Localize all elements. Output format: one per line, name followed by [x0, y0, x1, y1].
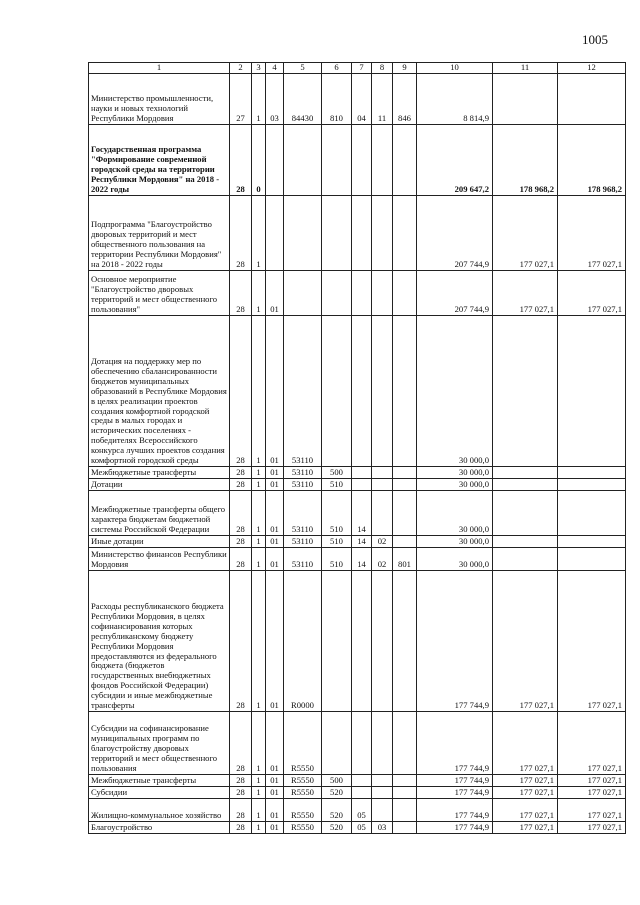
table-cell [493, 74, 558, 125]
table-cell [284, 271, 322, 316]
table-cell: R5550 [284, 799, 322, 822]
table-cell: 28 [230, 491, 252, 536]
table-cell: 177 027,1 [493, 271, 558, 316]
table-cell: 1 [252, 479, 266, 491]
table-cell: 1 [252, 196, 266, 271]
table-cell: 01 [266, 571, 284, 712]
table-cell: 520 [322, 787, 352, 799]
table-cell: 510 [322, 479, 352, 491]
table-cell: 01 [266, 271, 284, 316]
column-header: 9 [393, 63, 417, 74]
table-cell [352, 467, 372, 479]
row-label: Подпрограмма "Благоустройство дворовых территорий и мест общественного пользования на территории Республики Мордовия" на 2018 - 2022 годы [89, 196, 230, 271]
column-header: 6 [322, 63, 352, 74]
table-cell: 1 [252, 799, 266, 822]
table-cell [352, 787, 372, 799]
table-cell: 30 000,0 [417, 491, 493, 536]
table-cell: 1 [252, 536, 266, 548]
table-cell: 03 [372, 822, 393, 834]
table-cell: 177 027,1 [558, 196, 626, 271]
table-cell: 11 [372, 74, 393, 125]
table-row [89, 571, 626, 712]
table-cell [558, 74, 626, 125]
table-cell: 177 027,1 [558, 799, 626, 822]
table-cell [266, 196, 284, 271]
table-cell: 177 027,1 [558, 271, 626, 316]
column-header: 2 [230, 63, 252, 74]
table-cell [493, 491, 558, 536]
table-row [89, 536, 626, 548]
table-cell: 05 [352, 799, 372, 822]
table-cell: 177 027,1 [493, 799, 558, 822]
table-cell: 177 744,9 [417, 822, 493, 834]
table-cell: 01 [266, 712, 284, 775]
table-cell: 177 027,1 [493, 787, 558, 799]
table-cell: 53110 [284, 479, 322, 491]
table-row [89, 822, 626, 834]
table-cell: 01 [266, 787, 284, 799]
table-row [89, 479, 626, 491]
table-cell [493, 467, 558, 479]
table-cell [352, 775, 372, 787]
table-cell: 177 744,9 [417, 571, 493, 712]
budget-table [88, 62, 626, 834]
table-cell: R0000 [284, 571, 322, 712]
table-cell: 01 [266, 548, 284, 571]
table-cell: 8 814,9 [417, 74, 493, 125]
table-cell: 500 [322, 775, 352, 787]
row-label: Министерство промышленности, науки и новых технологий Республики Мордовия [89, 74, 230, 125]
table-cell: 520 [322, 822, 352, 834]
table-cell [372, 125, 393, 196]
table-cell: 84430 [284, 74, 322, 125]
table-cell: 177 027,1 [558, 775, 626, 787]
table-cell [372, 787, 393, 799]
table-cell: 30 000,0 [417, 467, 493, 479]
table-cell: 1 [252, 712, 266, 775]
table-cell: 03 [266, 74, 284, 125]
table-row [89, 799, 626, 822]
table-cell: 01 [266, 491, 284, 536]
table-row [89, 467, 626, 479]
table-cell: 1 [252, 271, 266, 316]
table-cell: 177 027,1 [493, 571, 558, 712]
row-label: Межбюджетные трансферты [89, 467, 230, 479]
table-cell: 209 647,2 [417, 125, 493, 196]
table-cell [352, 712, 372, 775]
row-label: Благоустройство [89, 822, 230, 834]
table-cell [372, 571, 393, 712]
row-label: Государственная программа "Формирование современной городской среды на территории Республики Мордовия" на 2018 - 2022 годы [89, 125, 230, 196]
table-cell: 28 [230, 125, 252, 196]
row-label: Основное мероприятие "Благоустройство дворовых территорий и мест общественного пользования" [89, 271, 230, 316]
table-cell: 02 [372, 536, 393, 548]
table-cell: 510 [322, 536, 352, 548]
row-label: Межбюджетные трансферты общего характера бюджетам бюджетной системы Российской Федерации [89, 491, 230, 536]
table-cell: 177 027,1 [558, 822, 626, 834]
table-body [89, 74, 626, 834]
table-cell [372, 491, 393, 536]
column-header: 12 [558, 63, 626, 74]
table-cell: 28 [230, 799, 252, 822]
table-row [89, 775, 626, 787]
table-cell [393, 316, 417, 467]
column-header: 7 [352, 63, 372, 74]
page-number: 1005 [582, 32, 608, 47]
table-cell [393, 571, 417, 712]
table-row [89, 74, 626, 125]
table-cell [558, 316, 626, 467]
table-cell: 178 968,2 [558, 125, 626, 196]
table-cell: 177 027,1 [493, 712, 558, 775]
table-cell: R5550 [284, 787, 322, 799]
table-cell: 53110 [284, 316, 322, 467]
table-cell: 177 027,1 [558, 787, 626, 799]
table-cell: 14 [352, 491, 372, 536]
table-cell: 53110 [284, 536, 322, 548]
table-row [89, 271, 626, 316]
table-cell [322, 125, 352, 196]
row-label: Субсидии [89, 787, 230, 799]
table-cell: 177 027,1 [493, 196, 558, 271]
table-cell [393, 536, 417, 548]
table-cell: 30 000,0 [417, 479, 493, 491]
table-cell [393, 822, 417, 834]
table-cell [558, 479, 626, 491]
table-cell: 177 027,1 [558, 712, 626, 775]
table-cell: 04 [352, 74, 372, 125]
table-cell: 510 [322, 548, 352, 571]
table-cell: 01 [266, 822, 284, 834]
table-cell: 30 000,0 [417, 316, 493, 467]
column-header: 4 [266, 63, 284, 74]
table-cell: 500 [322, 467, 352, 479]
row-label: Министерство финансов Республики Мордовия [89, 548, 230, 571]
table-cell: 1 [252, 822, 266, 834]
table-cell [352, 271, 372, 316]
table-cell [493, 316, 558, 467]
table-cell: 1 [252, 787, 266, 799]
table-cell [393, 799, 417, 822]
table-cell [393, 479, 417, 491]
table-cell [493, 479, 558, 491]
table-cell [372, 775, 393, 787]
table-cell: 207 744,9 [417, 196, 493, 271]
table-cell: 14 [352, 548, 372, 571]
table-cell: 28 [230, 316, 252, 467]
table-cell: 28 [230, 571, 252, 712]
table-cell [284, 125, 322, 196]
table-cell [372, 799, 393, 822]
table-cell [352, 571, 372, 712]
table-cell: 0 [252, 125, 266, 196]
table-row [89, 712, 626, 775]
table-row [89, 196, 626, 271]
table-cell: 810 [322, 74, 352, 125]
table-cell: 28 [230, 822, 252, 834]
column-header: 8 [372, 63, 393, 74]
table-cell [558, 548, 626, 571]
table-cell [393, 196, 417, 271]
table-cell [322, 316, 352, 467]
table-cell [558, 491, 626, 536]
table-cell: 177 027,1 [558, 571, 626, 712]
row-label: Субсидии на софинансирование муниципальных программ по благоустройству дворовых территорий и мест общественного пользования [89, 712, 230, 775]
table-cell: 28 [230, 712, 252, 775]
table-cell [372, 196, 393, 271]
table-cell: 1 [252, 74, 266, 125]
table-cell: 28 [230, 271, 252, 316]
row-label: Дотация на поддержку мер по обеспечению сбалансированности бюджетов муниципальных образований в Республике Мордовия в целях реализации проектов создания комфортной городской среды в малых городах и исторических поселениях - победителях Всероссийского конкурса лучших проектов создания комфортной городской среды [89, 316, 230, 467]
table-cell: 1 [252, 548, 266, 571]
row-label: Иные дотации [89, 536, 230, 548]
table-cell [352, 196, 372, 271]
table-cell: 177 744,9 [417, 775, 493, 787]
table-cell [352, 316, 372, 467]
table-cell [322, 712, 352, 775]
table-cell: 28 [230, 536, 252, 548]
table-row [89, 316, 626, 467]
table-cell: 28 [230, 548, 252, 571]
table-cell: R5550 [284, 775, 322, 787]
table-cell: 01 [266, 479, 284, 491]
column-header: 11 [493, 63, 558, 74]
table-cell [558, 467, 626, 479]
table-cell [393, 491, 417, 536]
table-cell: 177 027,1 [493, 822, 558, 834]
table-cell [322, 271, 352, 316]
table-cell: 28 [230, 196, 252, 271]
table-cell [393, 467, 417, 479]
table-cell: 1 [252, 467, 266, 479]
table-cell: 30 000,0 [417, 536, 493, 548]
table-cell: 846 [393, 74, 417, 125]
table-cell: 510 [322, 491, 352, 536]
table-cell [352, 125, 372, 196]
table-cell [393, 125, 417, 196]
table-cell [393, 271, 417, 316]
table-cell: 27 [230, 74, 252, 125]
table-cell [493, 548, 558, 571]
table-cell: R5550 [284, 712, 322, 775]
table-cell [558, 536, 626, 548]
table-cell: 177 027,1 [493, 775, 558, 787]
table-cell: 53110 [284, 548, 322, 571]
table-cell: 14 [352, 536, 372, 548]
table-cell: 1 [252, 775, 266, 787]
table-cell: 28 [230, 787, 252, 799]
table-cell: 01 [266, 775, 284, 787]
table-cell: 177 744,9 [417, 799, 493, 822]
table-cell: R5550 [284, 822, 322, 834]
table-cell: 801 [393, 548, 417, 571]
table-cell: 53110 [284, 467, 322, 479]
column-header: 10 [417, 63, 493, 74]
table-cell [322, 196, 352, 271]
header-row [89, 63, 626, 74]
table-cell: 01 [266, 316, 284, 467]
table-cell [372, 316, 393, 467]
table-cell: 177 744,9 [417, 787, 493, 799]
table-row [89, 787, 626, 799]
table-cell: 28 [230, 775, 252, 787]
row-label: Межбюджетные трансферты [89, 775, 230, 787]
table-cell [493, 536, 558, 548]
table-row [89, 548, 626, 571]
table-cell: 1 [252, 316, 266, 467]
table-cell: 02 [372, 548, 393, 571]
table-cell: 05 [352, 822, 372, 834]
table-cell [393, 787, 417, 799]
table-cell: 1 [252, 571, 266, 712]
table-cell: 01 [266, 467, 284, 479]
table-cell [393, 775, 417, 787]
table-cell: 28 [230, 467, 252, 479]
table-cell: 28 [230, 479, 252, 491]
table-cell: 53110 [284, 491, 322, 536]
table-cell: 01 [266, 799, 284, 822]
table-row [89, 491, 626, 536]
table-cell [266, 125, 284, 196]
column-header: 1 [89, 63, 230, 74]
row-label: Жилищно-коммунальное хозяйство [89, 799, 230, 822]
table-cell: 30 000,0 [417, 548, 493, 571]
table-cell: 520 [322, 799, 352, 822]
table-cell: 01 [266, 536, 284, 548]
table-cell [352, 479, 372, 491]
row-label: Дотации [89, 479, 230, 491]
table-cell: 1 [252, 491, 266, 536]
table-cell [372, 467, 393, 479]
column-header: 5 [284, 63, 322, 74]
table-cell [393, 712, 417, 775]
table-row [89, 125, 626, 196]
table-cell [372, 271, 393, 316]
table-cell: 177 744,9 [417, 712, 493, 775]
table-cell: 207 744,9 [417, 271, 493, 316]
table-cell [372, 712, 393, 775]
column-header: 3 [252, 63, 266, 74]
table-cell [322, 571, 352, 712]
row-label: Расходы республиканского бюджета Республики Мордовия, в целях софинансирования которых республиканскому бюджету Республики Мордовия предоставляются из федерального бюджета (бюджетов государственных внебюджетных фондов Российской Федерации) субсидии и иные межбюджетные трансферты [89, 571, 230, 712]
table-cell [372, 479, 393, 491]
table-cell [284, 196, 322, 271]
table-cell: 178 968,2 [493, 125, 558, 196]
